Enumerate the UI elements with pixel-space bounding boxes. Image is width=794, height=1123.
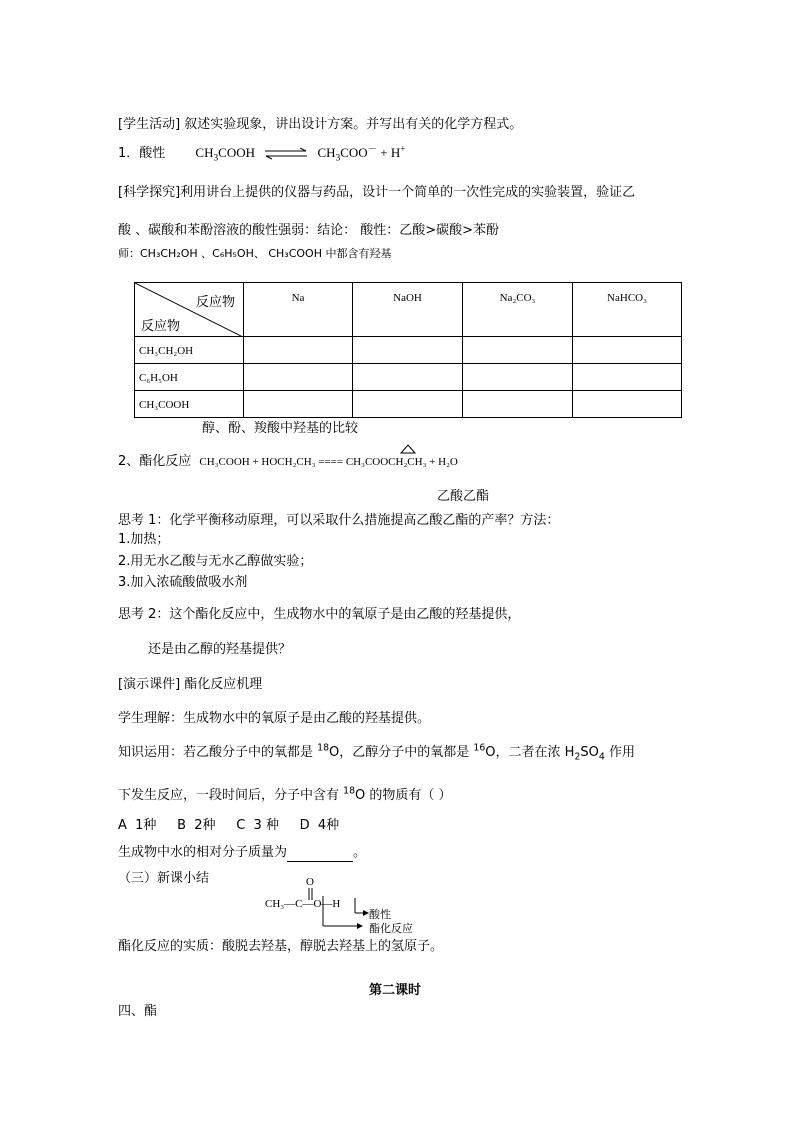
acetic-acid-structure	[265, 876, 425, 936]
esterification-line	[118, 453, 458, 471]
think1-item: 1.加热；	[118, 532, 170, 547]
summary-label: （三）新课小结	[118, 871, 210, 886]
table-col-header: Na₂CO₃	[463, 283, 573, 337]
structure-formula: CH₃—C—O—H	[265, 898, 341, 910]
table-row	[135, 391, 682, 418]
think1-item: 2.用无水乙酸与无水乙醇做实验；	[118, 554, 313, 569]
acidity-label: 1．酸性	[118, 146, 166, 161]
think2-question: 思考 2：这个酯化反应中，生成物水中的氧原子是由乙酸的羟基提供，	[118, 607, 521, 622]
table-cell	[573, 337, 682, 364]
think2-cont: 还是由乙醇的羟基提供？	[148, 642, 292, 657]
science-inquiry-cont: 酸 、碳酸和苯酚溶液的酸性强弱：结论： 酸性：乙酸>碳酸>苯酚	[118, 223, 500, 238]
teacher-note: 师：CH₃CH₂OH 、C₆H₅OH、 CH₃COOH 中都含有羟基	[118, 247, 392, 260]
student-understanding: 学生理解：生成物水中的氧原子是由乙酸的羟基提供。	[118, 711, 431, 726]
think1-item: 3.加入浓硫酸做吸水剂	[118, 575, 248, 590]
think1-question: 思考 1：化学平衡移动原理，可以采取什么措施提高乙酸乙酯的产率？方法：	[118, 513, 560, 528]
demo-courseware: [演示课件] 酯化反应机理	[118, 677, 263, 692]
table-header-top: 反应物	[195, 295, 235, 310]
science-inquiry: [科学探究]利用讲台上提供的仪器与药品，设计一个简单的一次性完成的实验装置，验证乙	[118, 185, 636, 200]
table-cell	[244, 337, 353, 364]
table-cell	[573, 391, 682, 418]
table-caption: 醇、酚、羧酸中羟基的比较	[202, 421, 359, 436]
heat-triangle-icon	[400, 444, 416, 454]
knowledge-line-1: 知识运用：若乙酸分子中的氧都是 $^{18}$O，乙醇分子中的氧都是 $^{16}$O，二者在浓 $H_2SO_4$ 作用	[118, 742, 635, 763]
table-corner-header	[135, 283, 244, 337]
table-row-header: C₆H₅OH	[135, 364, 244, 391]
ester-product-name: 乙酸乙酯	[437, 489, 490, 504]
table-row	[135, 337, 682, 364]
lesson-two-heading: 第二课时	[369, 983, 422, 998]
table-cell	[353, 364, 463, 391]
equilibrium-arrow-icon	[264, 148, 308, 160]
answer-blank	[287, 849, 353, 862]
table-col-header: NaHCO₃	[573, 283, 682, 337]
answer-options: A 1种 B 2种 C 3 种 D 4种	[118, 818, 340, 833]
ester-bond-label: 酯化反应	[369, 922, 413, 935]
table-row-header: CH₃CH₂OH	[135, 337, 244, 364]
table-col-header: Na	[244, 283, 353, 337]
hydroxyl-comparison-table	[134, 282, 682, 418]
table-header-left: 反应物	[141, 319, 181, 334]
table-col-header: NaOH	[353, 283, 463, 337]
acidity-line	[118, 144, 406, 163]
esterification-equation: CH₃COOH + HOCH₂CH₃ ==== CH₃COOCH₂CH₃ + H₂O	[199, 456, 458, 468]
carbonyl-oxygen: O	[306, 876, 314, 888]
table-cell	[573, 364, 682, 391]
water-mass-question: 生成物中水的相对分子质量为 。	[118, 845, 367, 860]
table-row-header: CH₃COOH	[135, 391, 244, 418]
table-row	[135, 364, 682, 391]
table-cell	[353, 337, 463, 364]
acidity-bond-label: 酸性	[369, 908, 391, 921]
table-cell	[463, 364, 573, 391]
table-cell	[463, 337, 573, 364]
table-cell	[244, 391, 353, 418]
knowledge-line-2: 下发生反应，一段时间后，分子中含有 $^{18}$O 的物质有（ ）	[118, 785, 452, 803]
esterification-essence: 酯化反应的实质：酸脱去羟基，醇脱去羟基上的氢原子。	[118, 939, 444, 954]
student-activity: [学生活动] 叙述实验现象，讲出设计方案。并写出有关的化学方程式。	[118, 117, 523, 132]
table-cell	[244, 364, 353, 391]
acidity-equation: $CH_3COOH$ $CH_3COO^- + H^+$	[195, 144, 406, 164]
table-cell	[353, 391, 463, 418]
section-four-heading: 四、酯	[118, 1004, 158, 1019]
table-cell	[463, 391, 573, 418]
esterification-label: 2、酯化反应	[118, 454, 192, 469]
